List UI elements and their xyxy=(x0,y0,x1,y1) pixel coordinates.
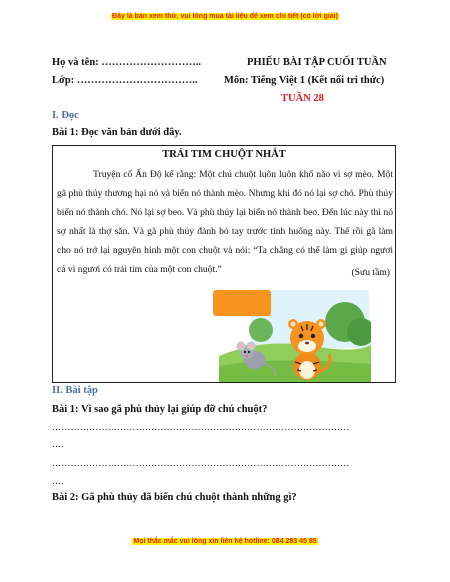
answer-line-tail[interactable]: …. xyxy=(52,439,64,449)
hotline-banner xyxy=(0,538,450,545)
worksheet-title: PHIẾU BÀI TẬP CUỐI TUẦN xyxy=(247,57,387,68)
answer-line[interactable]: …………………………………………………………………………………… xyxy=(52,422,350,432)
exercise-1-instruction: Bài 1: Đọc văn bản dưới đây. xyxy=(52,127,182,138)
week-label: TUẦN 28 xyxy=(281,93,324,104)
class-field-label: Lớp: …………………………….. xyxy=(52,75,198,86)
story-paragraph: Truyện cổ Ấn Độ kể rằng: Một chú chuột luôn luôn khổ não vì sợ mèo. Một gã phù thủy thương hại nó và biến nó thành mèo. Nhưng khi đó nó lại sợ chó. Phù thủy biến nó thành chó. Nó lại sợ beo. Và phù thủy lại biến nó thành beo. Đến lúc này thì nó sợ nhất là thợ săn. Và gã phù thủy đành bó tay trước tình huống này. Thế rồi gã làm cho nó trở lại nguyên hình một con chuột và nói: “Ta chẳng có thể làm gì giúp ngươi cả vì ngươi có trái tim của một con chuột.” xyxy=(57,169,393,275)
orange-label-box xyxy=(213,290,271,316)
story-illustration xyxy=(211,286,371,382)
story-box xyxy=(52,145,396,383)
story-title: TRÁI TIM CHUỘT NHẮT xyxy=(162,149,286,160)
exercise-2-question: Bài 2: Gã phù thủy đã biến chú chuột thành những gì? xyxy=(52,492,297,503)
section-reading-heading: I. Đọc xyxy=(52,110,79,121)
story-source: (Sưu tầm) xyxy=(351,267,390,278)
subject-line: Môn: Tiếng Việt 1 (Kết nối tri thức) xyxy=(224,75,385,86)
name-field-label: Họ và tên: ……………………….. xyxy=(52,57,202,68)
hotline-banner-text: Mọi thắc mắc vui lòng xin liên hệ hotline: 084 283 45 85 xyxy=(133,538,317,545)
preview-banner xyxy=(0,13,450,20)
section-exercises-heading: II. Bài tập xyxy=(52,385,98,396)
preview-banner-text: Đây là bản xem thử, vui lòng mua tài liệu để xem chi tiết (có lời giải) xyxy=(112,13,338,20)
story-text xyxy=(57,165,393,279)
answer-line-tail[interactable]: …. xyxy=(52,476,64,486)
exercise-1-question: Bài 1: Vì sao gã phù thủy lại giúp đỡ chú chuột? xyxy=(52,404,268,415)
answer-line[interactable]: …………………………………………………………………………………… xyxy=(52,458,350,468)
